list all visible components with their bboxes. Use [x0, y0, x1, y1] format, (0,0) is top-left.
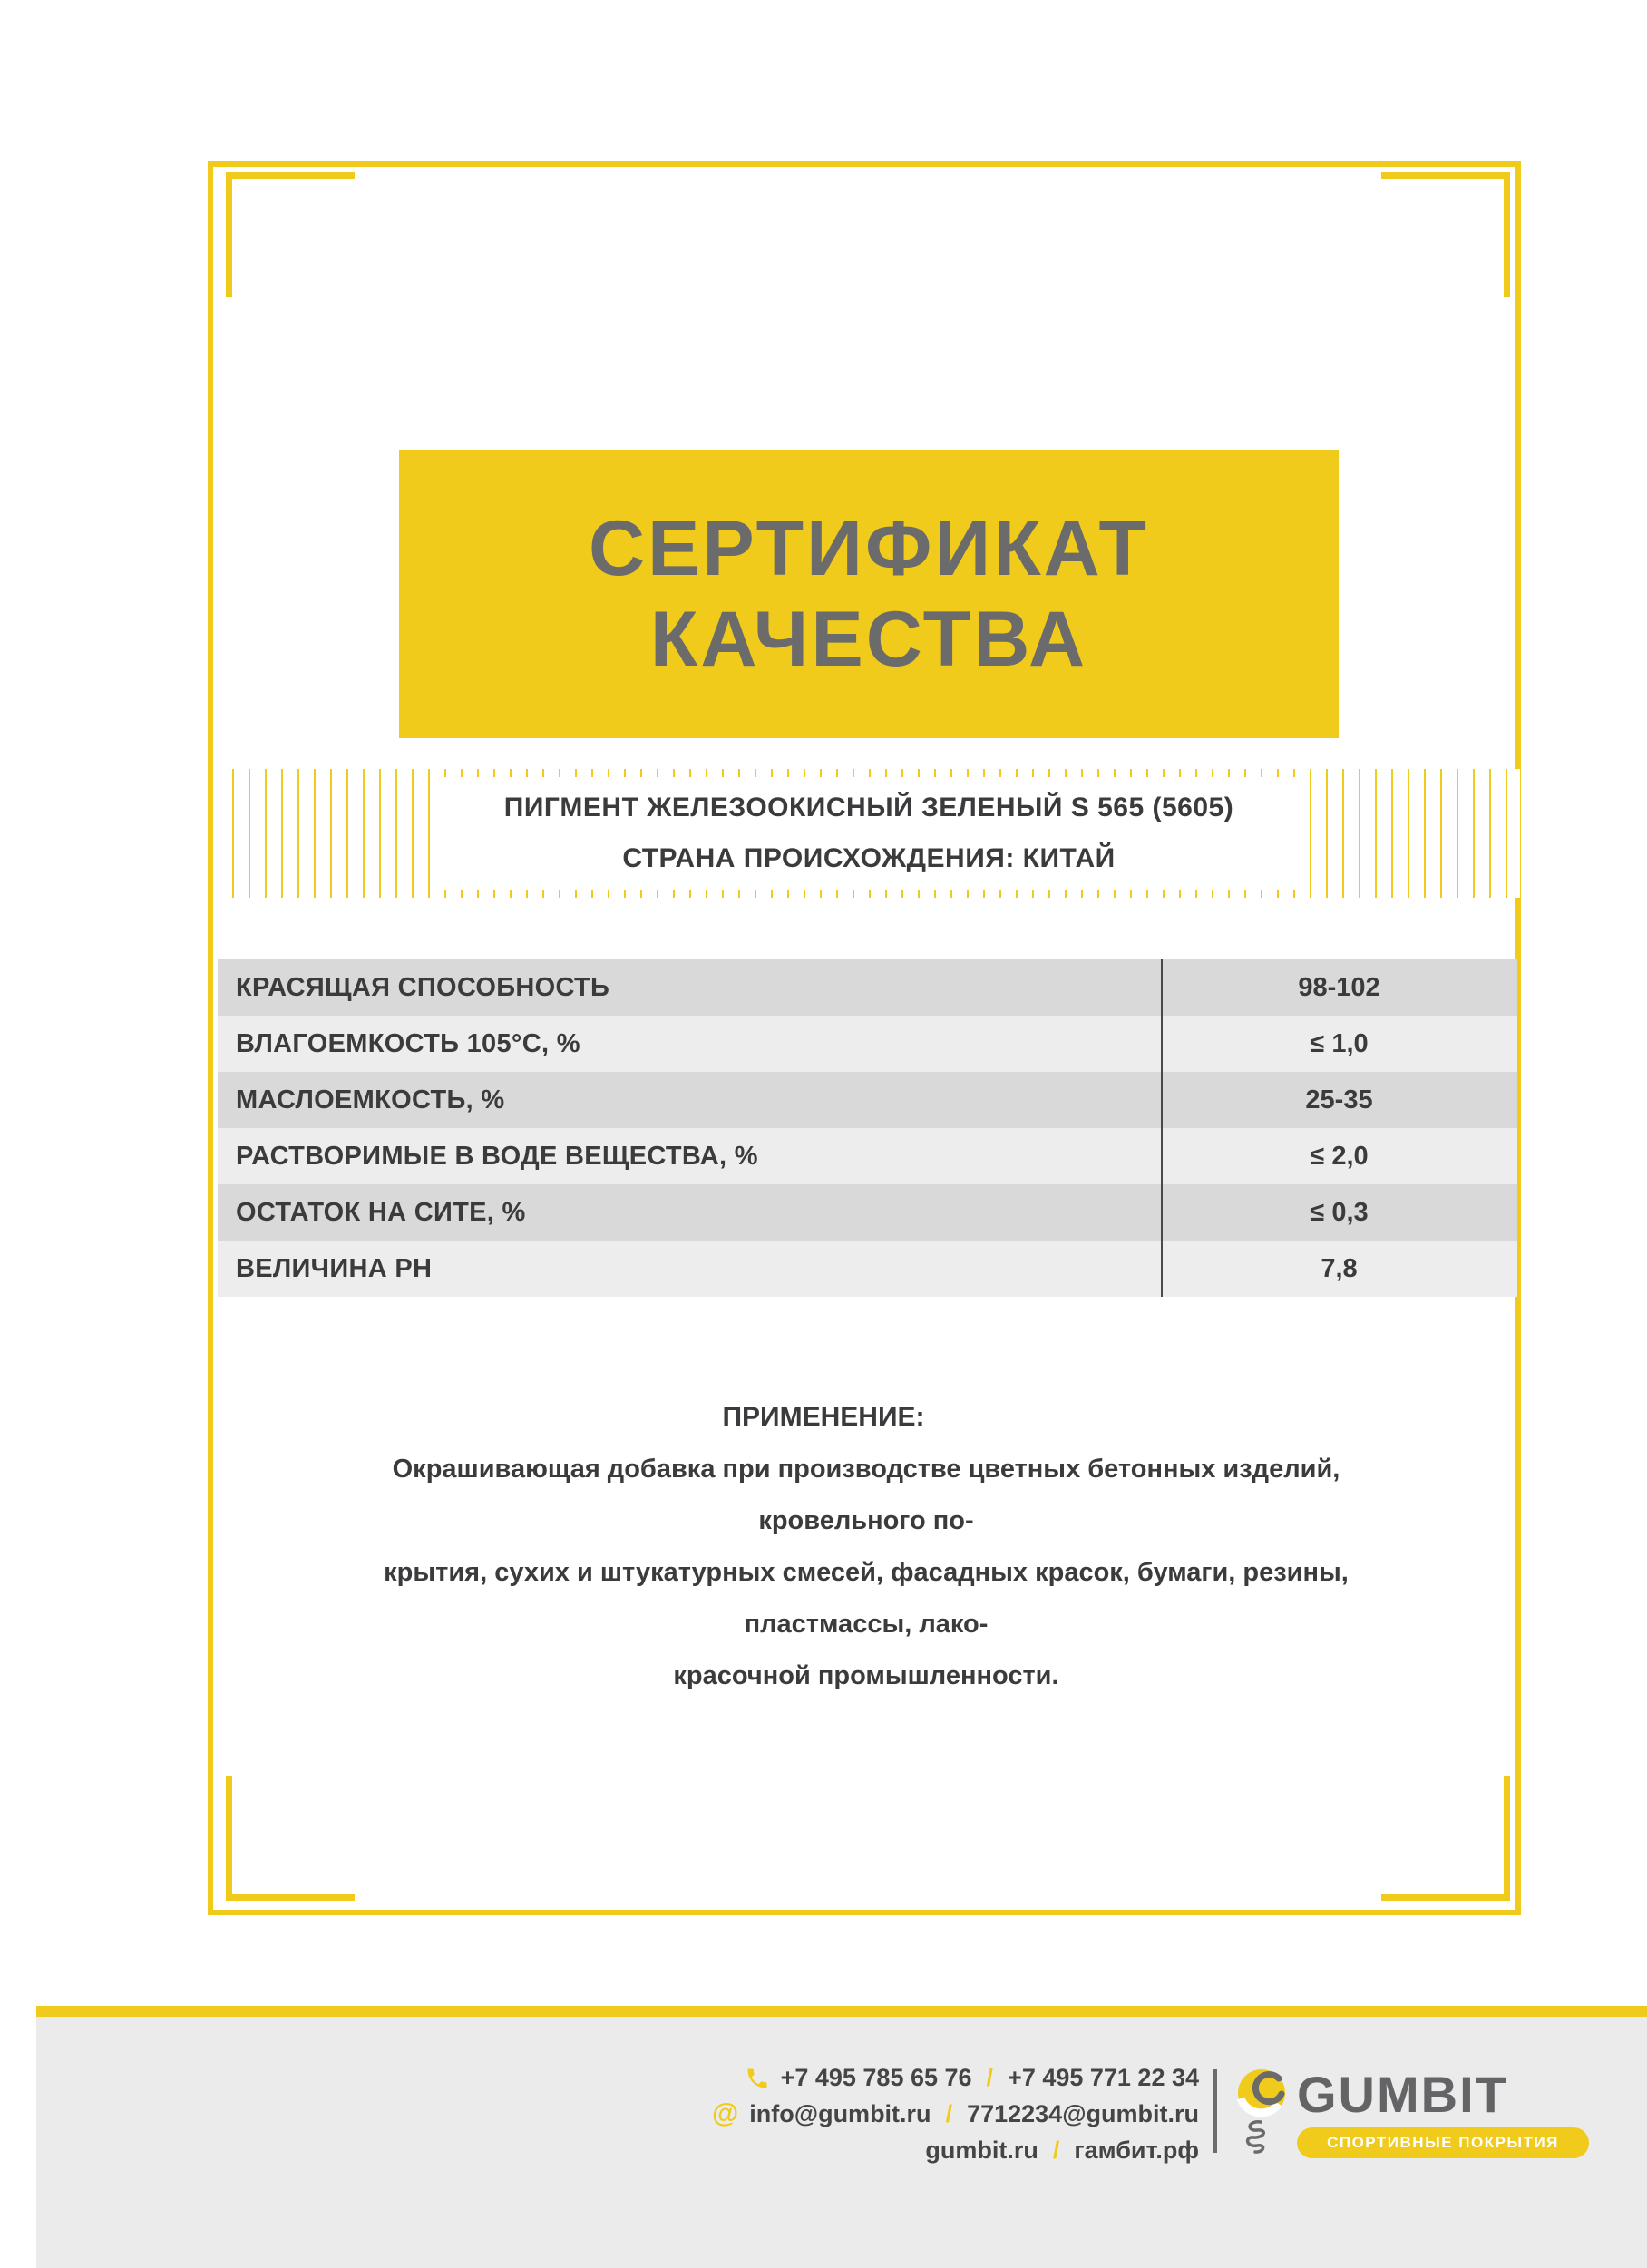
product-name: ПИГМЕНТ ЖЕЛЕЗООКИСНЫЙ ЗЕЛЕНЫЙ S 565 (5605) — [503, 793, 1234, 823]
row-value: ≤ 2,0 — [1310, 1141, 1369, 1171]
footer-accent-bar — [36, 2006, 1647, 2017]
row-label: ВЕЛИЧИНА PH — [236, 1253, 433, 1283]
logo-tagline-pill — [1297, 2127, 1589, 2158]
row-label: ОСТАТОК НА СИТЕ, % — [236, 1197, 526, 1227]
site-2: гамбит.рф — [1074, 2136, 1199, 2164]
phone-number-2: +7 495 771 22 34 — [1008, 2064, 1199, 2091]
logo-tagline: СПОРТИВНЫЕ ПОКРЫТИЯ — [1327, 2134, 1559, 2151]
table-row — [218, 1016, 1517, 1072]
table-row — [218, 1241, 1517, 1297]
corner-bracket-top-left — [226, 172, 355, 297]
row-value: ≤ 0,3 — [1310, 1197, 1369, 1227]
subtitle-box — [430, 777, 1308, 890]
certificate-banner — [399, 450, 1339, 738]
row-label: КРАСЯЩАЯ СПОСОБНОСТЬ — [236, 972, 610, 1002]
logo-ball-spring-icon — [1233, 2068, 1290, 2155]
logo-text-block — [1297, 2068, 1589, 2158]
row-label: ВЛАГОЕМКОСТЬ 105°С, % — [236, 1028, 580, 1058]
row-value: 25-35 — [1305, 1085, 1373, 1115]
application-text-line3: красочной промышленности. — [673, 1661, 1059, 1690]
footer-contacts — [599, 2064, 1199, 2165]
table-row — [218, 959, 1517, 1016]
email-1: info@gumbit.ru — [749, 2099, 931, 2127]
footer-sites — [925, 2137, 1199, 2165]
row-label: РАСТВОРИМЫЕ В ВОДЕ ВЕЩЕСТВА, % — [236, 1141, 758, 1171]
certificate-title-line1: СЕРТИФИКАТ — [588, 505, 1150, 592]
gumbit-logo — [1233, 2068, 1589, 2158]
corner-bracket-bottom-right — [1381, 1776, 1510, 1901]
certificate-title-line2: КАЧЕСТВА — [649, 596, 1088, 683]
slash-separator: / — [986, 2064, 994, 2091]
application-text-line1: Окрашивающая добавка при производстве цветных бетонных изделий, кровельного по- — [392, 1455, 1340, 1535]
specs-table — [218, 959, 1517, 1297]
row-value: 7,8 — [1321, 1253, 1358, 1283]
application-heading: ПРИМЕНЕНИЕ: — [722, 1402, 925, 1432]
corner-bracket-top-right — [1381, 172, 1510, 297]
application-text — [308, 1444, 1424, 1702]
logo-wordmark: GUMBIT — [1297, 2066, 1508, 2123]
table-row — [218, 1072, 1517, 1128]
row-value: ≤ 1,0 — [1310, 1028, 1369, 1058]
application-text-line2: крытия, сухих и штукатурных смесей, фасадных красок, бумаги, резины, пластмассы, лако- — [384, 1558, 1349, 1639]
slash-separator: / — [945, 2099, 953, 2127]
corner-bracket-bottom-left — [226, 1776, 355, 1901]
table-column-divider — [1161, 959, 1163, 1297]
email-2: 7712234@gumbit.ru — [967, 2099, 1199, 2127]
phone-icon — [745, 2066, 770, 2091]
site-1: gumbit.ru — [925, 2136, 1038, 2164]
country-origin: СТРАНА ПРОИСХОЖДЕНИЯ: КИТАЙ — [622, 843, 1116, 873]
footer-vertical-divider — [1213, 2069, 1217, 2153]
at-icon: @ — [712, 2098, 739, 2129]
table-row — [218, 1128, 1517, 1184]
row-label: МАСЛОЕМКОСТЬ, % — [236, 1085, 505, 1115]
subtitle-stripe-band — [218, 769, 1520, 898]
slash-separator: / — [1052, 2136, 1060, 2164]
footer-phones — [745, 2064, 1199, 2092]
phone-number-1: +7 495 785 65 76 — [780, 2064, 972, 2091]
table-row — [218, 1184, 1517, 1241]
footer-emails — [712, 2098, 1199, 2130]
row-value: 98-102 — [1298, 972, 1380, 1002]
